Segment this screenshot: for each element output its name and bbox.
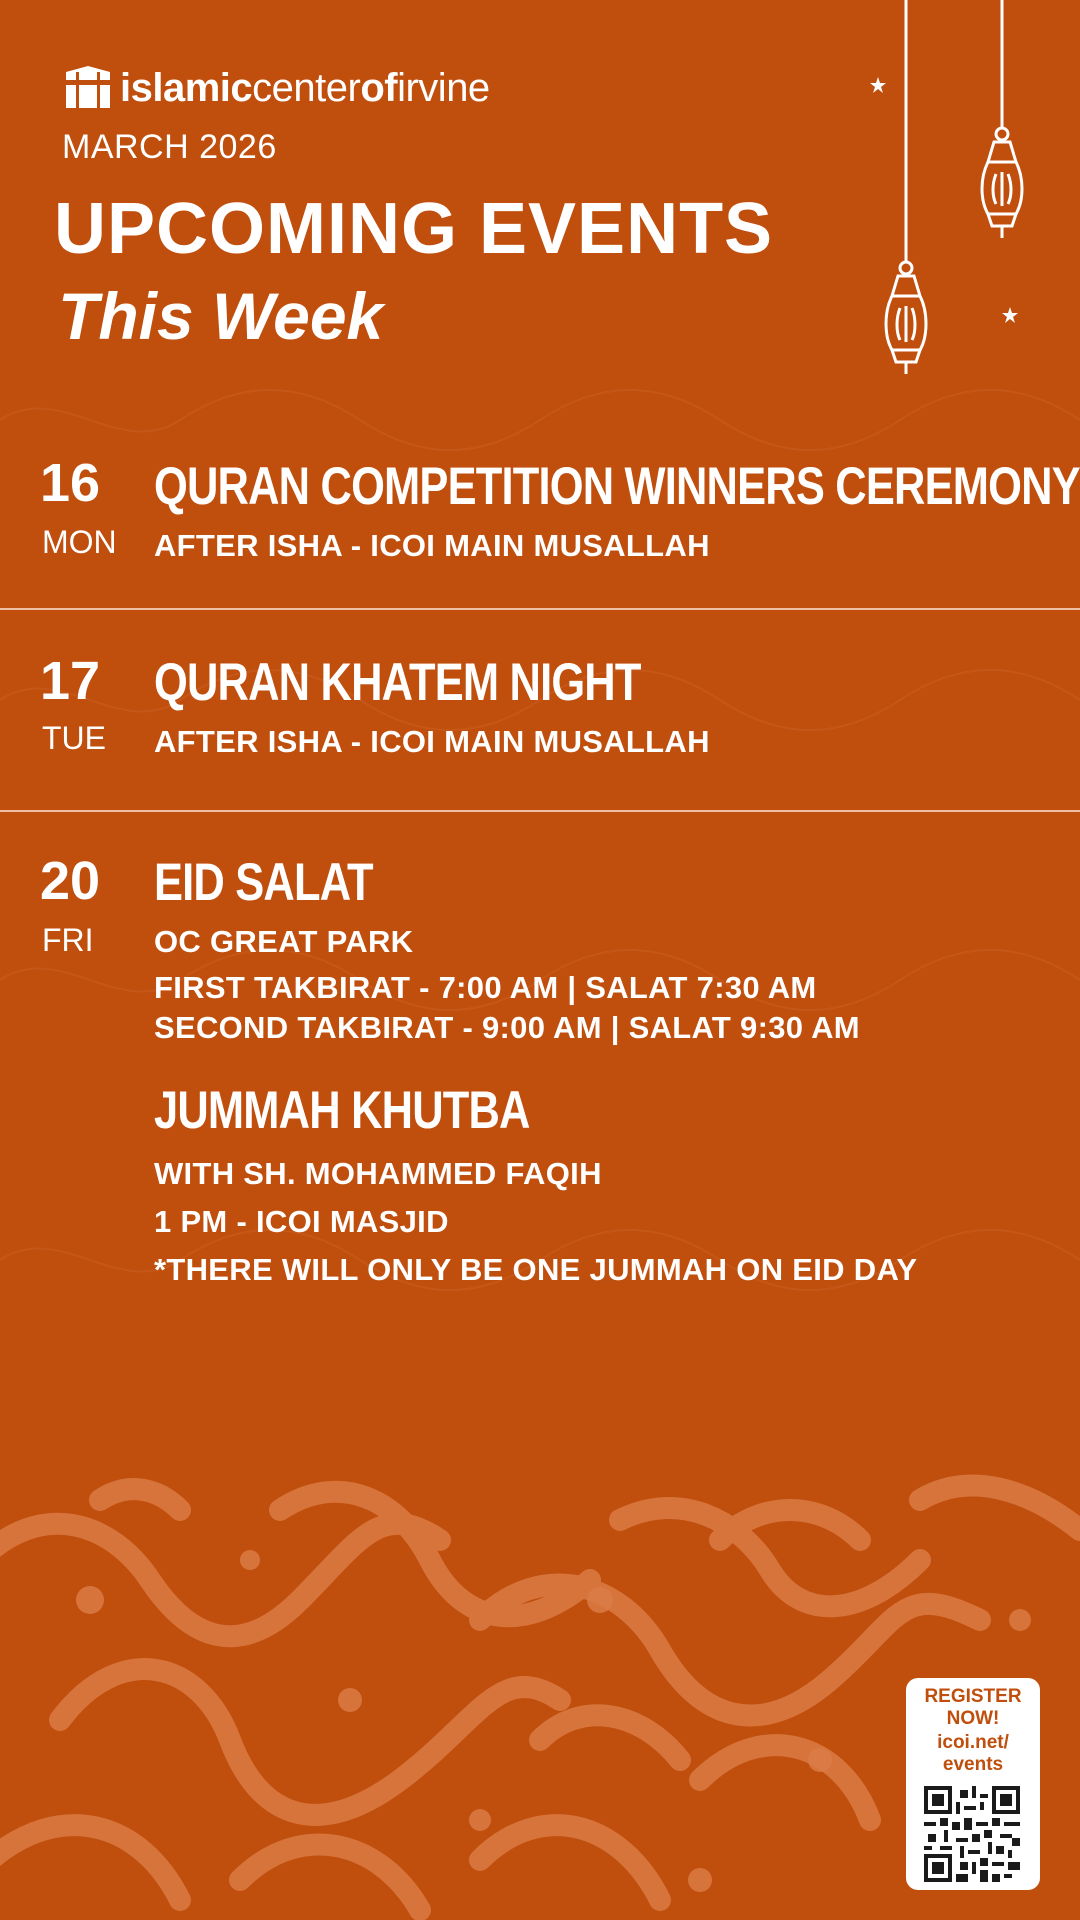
logo-text: islamiccenterofirvine [120, 66, 490, 110]
register-url[interactable]: icoi.net/ events [937, 1732, 1009, 1775]
page-title: UPCOMING EVENTS [54, 189, 774, 269]
event-detail: SECOND TAKBIRAT - 9:00 AM | SALAT 9:30 AM [154, 1010, 860, 1045]
page-subtitle: This Week [58, 279, 384, 353]
event-detail: WITH SH. MOHAMMED FAQIH [154, 1156, 602, 1191]
event-detail: 1 PM - ICOI MASJID [154, 1204, 449, 1239]
month-label: MARCH 2026 [62, 128, 277, 166]
event-detail: *THERE WILL ONLY BE ONE JUMMAH ON EID DAY [154, 1252, 918, 1287]
event-title: JUMMAH KHUTBA [154, 1081, 530, 1140]
qr-code-icon[interactable] [924, 1786, 1020, 1882]
event-title: QURAN COMPETITION WINNERS CEREMONY [154, 457, 1080, 516]
lanterns-decoration [860, 0, 1040, 390]
event-detail: AFTER ISHA - ICOI MAIN MUSALLAH [154, 724, 710, 759]
event-day: FRI [42, 922, 94, 958]
event-title: QURAN KHATEM NIGHT [154, 653, 641, 712]
event-detail: OC GREAT PARK [154, 924, 414, 959]
event-detail: AFTER ISHA - ICOI MAIN MUSALLAH [154, 528, 710, 563]
register-card[interactable] [906, 1678, 1040, 1890]
logo [64, 64, 490, 112]
divider [0, 810, 1080, 812]
divider [0, 608, 1080, 610]
event-day: TUE [42, 720, 106, 756]
event-detail: FIRST TAKBIRAT - 7:00 AM | SALAT 7:30 AM [154, 970, 817, 1005]
event-date: 17 [40, 651, 101, 711]
event-date: 20 [40, 851, 101, 911]
event-date: 16 [40, 453, 101, 513]
event-day: MON [42, 524, 117, 560]
register-label: REGISTER NOW! [924, 1686, 1022, 1729]
event-title: EID SALAT [154, 853, 373, 912]
kaaba-icon [64, 66, 112, 110]
